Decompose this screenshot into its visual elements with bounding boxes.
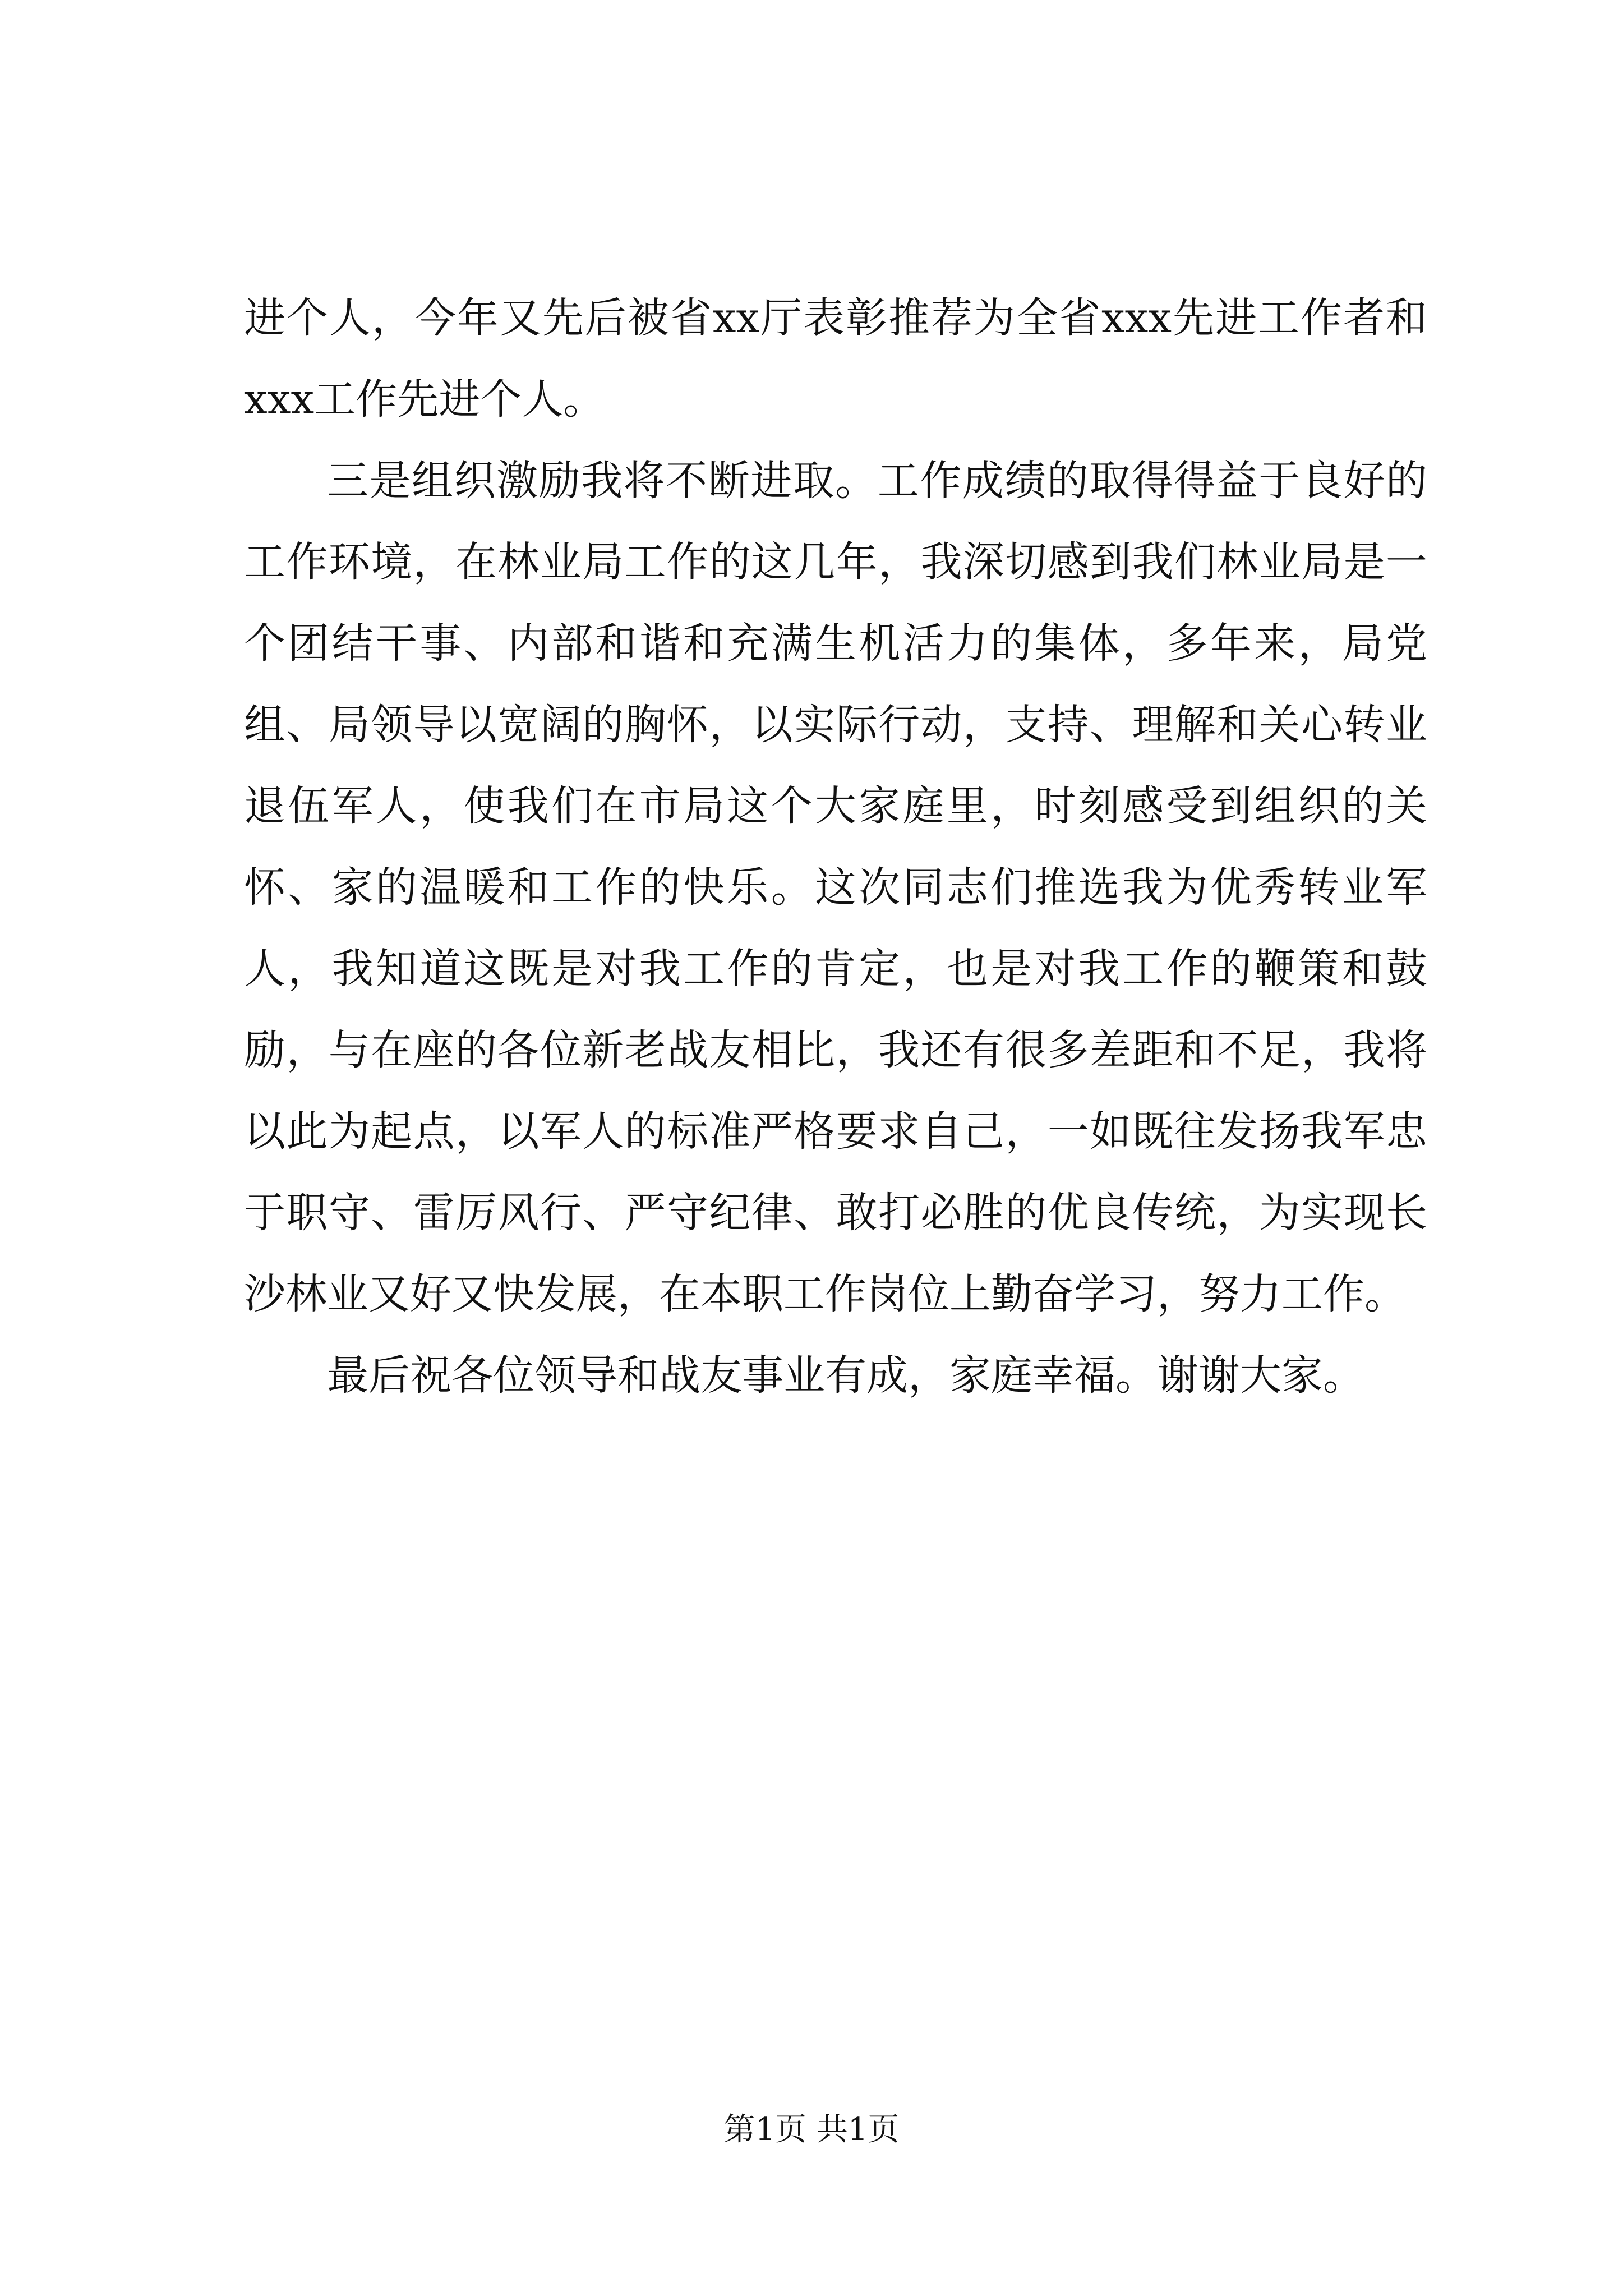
- paragraph-continuation: 进个人，今年又先后被省xx厅表彰推荐为全省xxx先进工作者和xxx工作先进个人。: [244, 294, 1427, 424]
- page-number-label: 第1页 共1页: [723, 2111, 900, 2148]
- paragraph-organization-motivation: 三是组织激励我将不断进取。工作成绩的取得得益于良好的工作环境，在林业局工作的这几年，我深切感到我们林业局是一个团结干事、内部和谐和充满生机活力的集体，多年来，局党组、局领导以宽阔的胸怀，以实际行动，支持、理解和关心转业退伍军人，使我们在市局这个大家庭里，时刻感受到组织的关怀、家的温暖和工作的快乐。这次同志们推选我为优秀转业军人，我知道这既是对我工作的肯定，也是对我工作的鞭策和鼓励，与在座的各位新老战友相比，我还有很多差距和不足，我将以此为起点，以军人的标准严格要求自己，一如既往发扬我军忠于职守、雷厉风行、严守纪律、敢打必胜的优良传统，为实现长沙林业又好又快发展，在本职工作岗位上勤奋学习，努力工作。: [244, 457, 1427, 1318]
- paragraph-closing-wishes: 最后祝各位领导和战友事业有成，家庭幸福。谢谢大家。: [327, 1351, 1364, 1400]
- document-body: [244, 278, 1427, 1416]
- page-footer: [0, 2110, 1623, 2150]
